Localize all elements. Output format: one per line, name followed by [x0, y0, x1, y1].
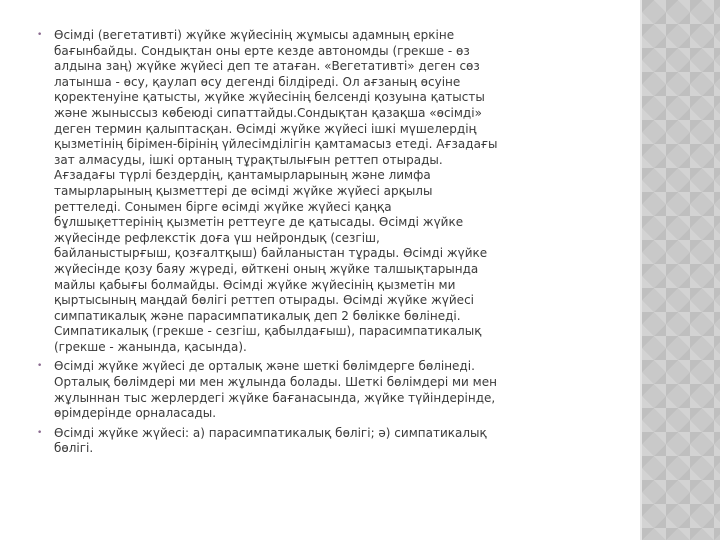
bullet-text-line: Ағзадағы түрлі бездердің, қантамырларының және лимфа — [54, 168, 431, 183]
bullet-item — [37, 426, 637, 457]
bullet-text-line: Өсімді (вегетативті) жүйке жүйесінің жұмысы адамның еркіне — [54, 28, 455, 42]
bullet-text-line: жүйесінде рефлекстік доға үш нейрондық (сезгіш, — [54, 230, 380, 245]
bullet-text-line: симпатикалық және парасимпатикалық деп 2 бөлікке бөлінеді. — [54, 308, 461, 323]
bullet-text-line: өрімдерінде орналасады. — [54, 406, 217, 421]
bullet-text-line: бағынбайды. Сондықтан оны ерте кезде автономды (грекше - өз — [54, 43, 470, 58]
bullet-text-line: реттеледі. Сонымен бірге өсімді жүйке жүйесі қаңқа — [54, 199, 392, 214]
bullet-text-line: Орталық бөлімдері ми мен жұлында болады. Шеткі бөлімдері ми мен — [54, 375, 497, 390]
bullet-text-line: майлы қабығы болмайды. Өсімді жүйке жүйесінің қызметін ми — [54, 277, 456, 292]
bullet-text-line: жүйесінде қозу баяу жүреді, өйткені оның жүйке талшықтарында — [54, 261, 479, 276]
bullet-text-line: қызметінің бірімен-бірінің үйлесімділігін қамтамасыз етеді. Ағзадағы — [54, 137, 498, 152]
bullet-text-line: деген термин қалыптасқан. Өсімді жүйке жүйесі ішкі мүшелердің — [54, 121, 477, 136]
bullet-text-line: Өсімді жүйке жүйесі де орталық және шеткі бөлімдерге бөлінеді. — [54, 359, 475, 374]
bullet-text-line: қыртысының маңдай бөлігі реттеп отырады. Өсімді жүйке жүйесі — [54, 293, 474, 308]
bullet-text-line: тамырларының қызметтері де өсімді жүйке жүйесі арқылы — [54, 183, 433, 198]
bullet-text-line: зат алмасуды, ішкі ортаның тұрақтылығын реттеп отырады. — [54, 152, 443, 167]
bullet-text-line: бөлігі. — [54, 441, 94, 456]
bullet-text-line: Симпатикалық (грекше - сезгіш, қабылдағыш), парасимпатикалық — [54, 324, 482, 339]
bullet-text-line: және жыныссыз көбеюді сипаттайды.Сондықтан қазақша «өсімді» — [54, 105, 482, 120]
slide-content — [37, 28, 637, 461]
bullet-item — [37, 359, 637, 421]
bullet-text-line: алдына заң) жүйке жүйесі деп те атаған. «Вегетативті» деген сөз — [54, 59, 480, 74]
bullet-icon: • — [37, 361, 43, 372]
bullet-text-line: бұлшықеттерінің қызметін реттеуге де қатысады. Өсімді жүйке — [54, 215, 464, 230]
bullet-text-line: латынша - өсу, қаулап өсу дегенді білдіреді. Ол ағзаның өсуіне — [54, 74, 461, 89]
bullet-text-line: Өсімді жүйке жүйесі: а) парасимпатикалық бөлігі; ә) симпатикалық — [54, 425, 487, 440]
decorative-pattern-stripe — [642, 0, 720, 540]
bullet-text-line: жұлыннан тыс жерлердегі жүйке бағанасында, жүйке түйіндерінде, — [54, 390, 496, 405]
bullet-text-line: байланыстырғыш, қозғалтқыш) байланыстан тұрады. Өсімді жүйке — [54, 246, 488, 261]
bullet-text-line: қоректенуіне қатысты, жүйке жүйесінің белсенді қозуына қатысты — [54, 90, 485, 105]
bullet-icon: • — [37, 427, 43, 438]
bullet-item — [37, 28, 637, 355]
bullet-text-line: (грекше - жанында, қасында). — [54, 339, 247, 354]
bullet-icon: • — [37, 30, 43, 40]
